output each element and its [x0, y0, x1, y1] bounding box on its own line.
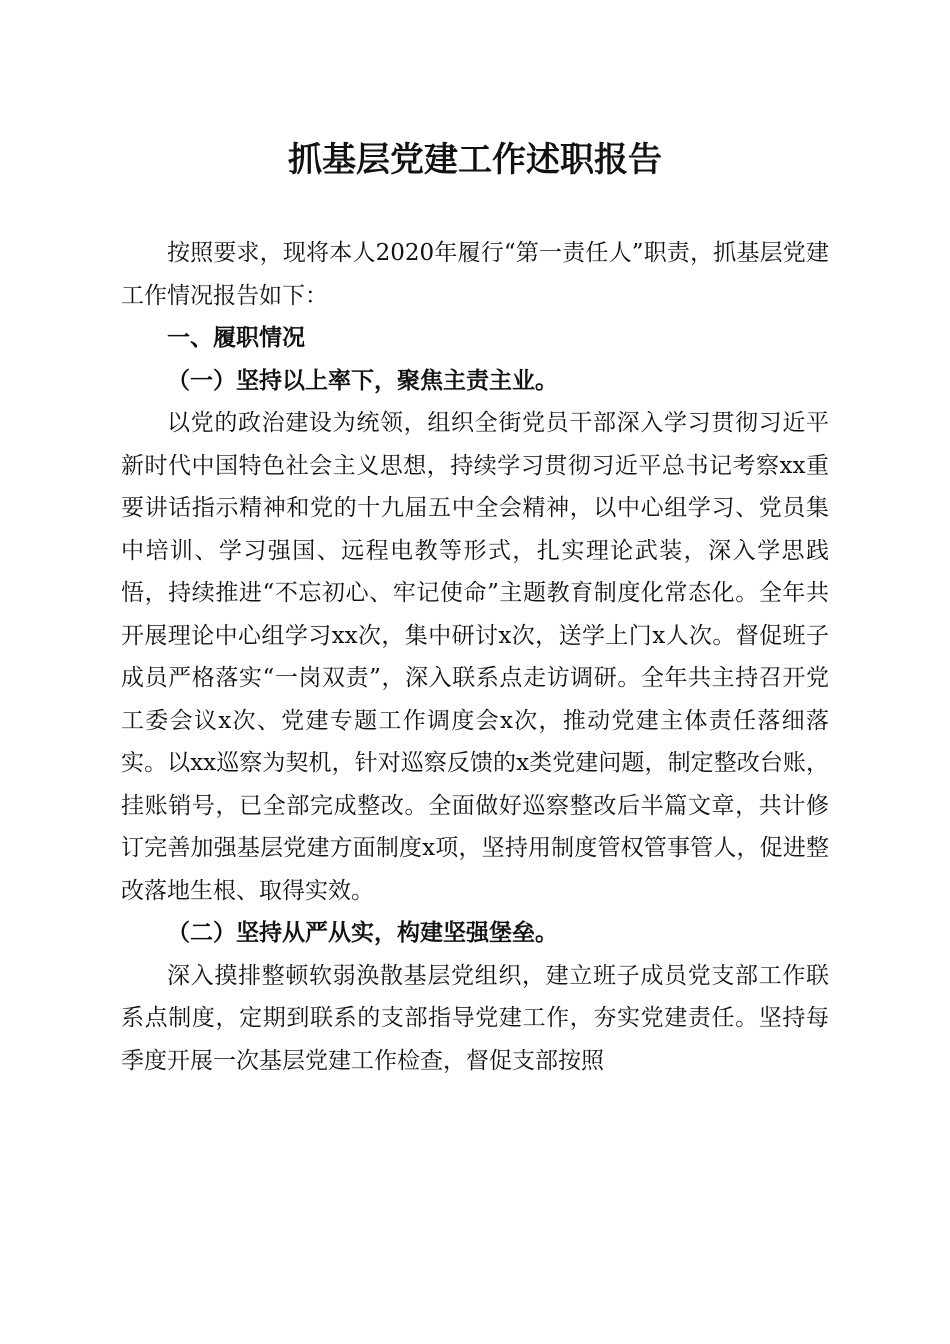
document-body [121, 232, 829, 1082]
body-paragraph: 深入摸排整顿软弱涣散基层党组织，建立班子成员党支部工作联系点制度，定期到联系的支部指导党建工作，夯实党建责任。坚持每季度开展一次基层党建工作检查，督促支部按照 [121, 962, 829, 1074]
subsection-heading: （一）坚持以上率下，聚焦主责主业。 [167, 366, 558, 394]
body-paragraph: 以党的政治建设为统领，组织全街党员干部深入学习贯彻习近平新时代中国特色社会主义思想，持续学习贯彻习近平总书记考察xx重要讲话指示精神和党的十九届五中全会精神，以中心组学习、党员集中培训、学习强国、远程电教等形式，扎实理论武装，深入学思践悟，持续推进“不忘初心、牢记使命”主题教育制度化常态化。全年共开展理论中心组学习xx次，集中研讨x次，送学上门x人次。督促班子成员严格落实“一岗双责”，深入联系点走访调研。全年共主持召开党工委会议x次、党建专题工作调度会x次，推动党建主体责任落细落实。以xx巡察为契机，针对巡察反馈的x类党建问题，制定整改台账，挂账销号，已全部完成整改。全面做好巡察整改后半篇文章，共计修订完善加强基层党建方面制度x项，坚持用制度管权管事管人，促进整改落地生根、取得实效。 [121, 410, 829, 904]
subsection-heading: （二）坚持从严从实，构建坚强堡垒。 [167, 919, 558, 946]
intro-paragraph: 按照要求，现将本人2020年履行“第一责任人”职责，抓基层党建工作情况报告如下： [121, 240, 829, 309]
document-title: 抓基层党建工作述职报告 [288, 140, 662, 180]
section-heading: 一、履职情况 [167, 325, 305, 351]
